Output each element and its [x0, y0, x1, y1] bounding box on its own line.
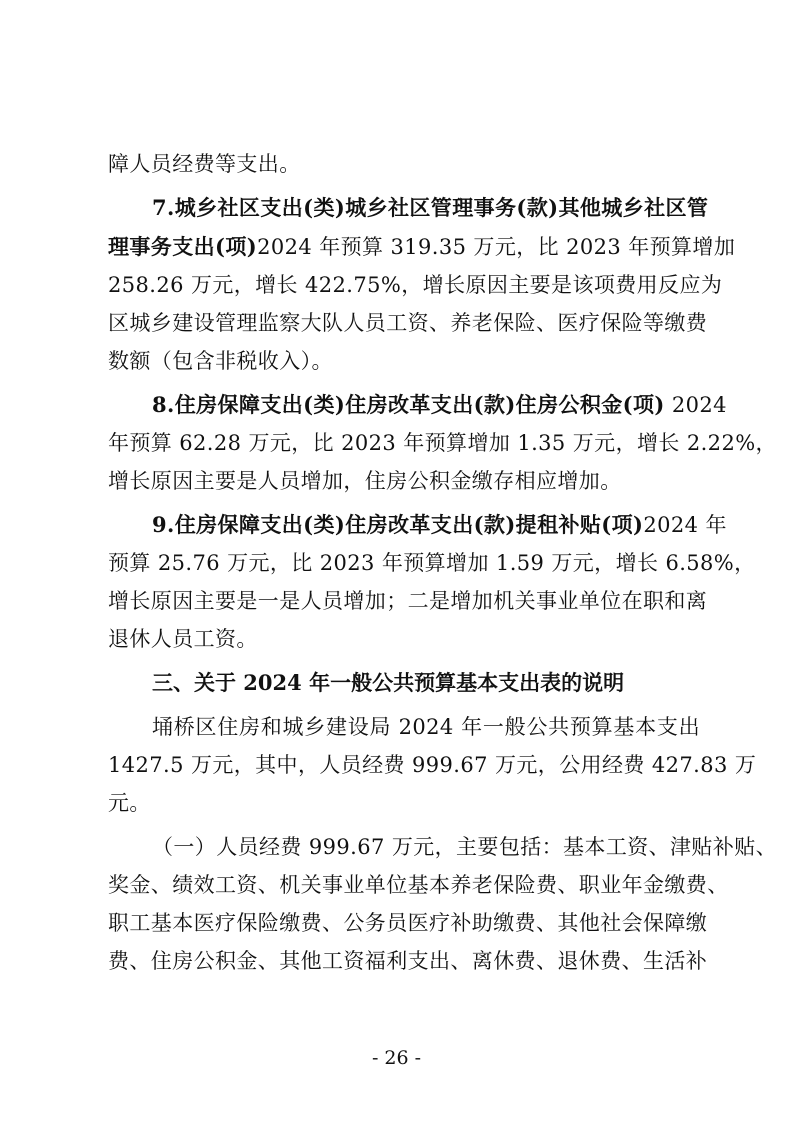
item-8-heading: 8.住房保障支出(类)住房改革支出(款)住房公积金(项)	[152, 392, 665, 417]
item-7-heading: 7.城乡社区支出(类)城乡社区管理事务(款)其他城乡社区管	[152, 195, 709, 220]
item-9-heading: 9.住房保障支出(类)住房改革支出(款)提租补贴(项)	[152, 512, 644, 537]
paragraph-line	[152, 387, 727, 423]
page-number: - 26 -	[371, 1047, 422, 1069]
paragraph-line: 退休人员工资。	[108, 627, 258, 651]
paragraph-line: （一）人员经费 999.67 万元，主要包括：基本工资、津贴补贴、	[152, 835, 778, 859]
paragraph-line: 区城乡建设管理监察大队人员工资、养老保险、医疗保险等缴费	[108, 311, 708, 335]
paragraph-line: 费、住房公积金、其他工资福利支出、离休费、退休费、生活补	[108, 949, 708, 973]
item-7-text: 2024 年预算 319.35 万元，比 2023 年预算增加	[257, 235, 736, 259]
paragraph-line	[152, 507, 727, 543]
paragraph-line: 增长原因主要是人员增加，住房公积金缴存相应增加。	[108, 469, 622, 493]
paragraph-line	[108, 229, 736, 265]
paragraph-line: 奖金、绩效工资、机关事业单位基本养老保险费、职业年金缴费、	[108, 873, 729, 897]
paragraph-line: 增长原因主要是一是人员增加；二是增加机关事业单位在职和离	[108, 589, 708, 613]
paragraph-line: 预算 25.76 万元，比 2023 年预算增加 1.59 万元，增长 6.58%，	[108, 551, 756, 575]
item-9-text: 2024 年	[643, 513, 727, 537]
paragraph-line: 258.26 万元，增长 422.75%，增长原因主要是该项费用反应为	[108, 273, 723, 297]
paragraph-line: 年预算 62.28 万元，比 2023 年预算增加 1.35 万元，增长 2.22%，	[108, 431, 777, 455]
paragraph-line: 障人员经费等支出。	[108, 152, 301, 176]
item-8-text: 2024	[664, 393, 727, 417]
paragraph-line: 数额（包含非税收入）。	[108, 349, 333, 373]
paragraph-line: 埇桥区住房和城乡建设局 2024 年一般公共预算基本支出	[152, 715, 700, 739]
item-7-heading-cont: 理事务支出(项)	[108, 234, 258, 259]
section-title: 三、关于 2024 年一般公共预算基本支出表的说明	[152, 670, 625, 695]
paragraph-line: 元。	[108, 791, 151, 815]
paragraph-line: 职工基本医疗保险缴费、公务员医疗补助缴费、其他社会保障缴	[108, 911, 708, 935]
paragraph-line: 1427.5 万元，其中，人员经费 999.67 万元，公用经费 427.83 万	[108, 753, 757, 777]
